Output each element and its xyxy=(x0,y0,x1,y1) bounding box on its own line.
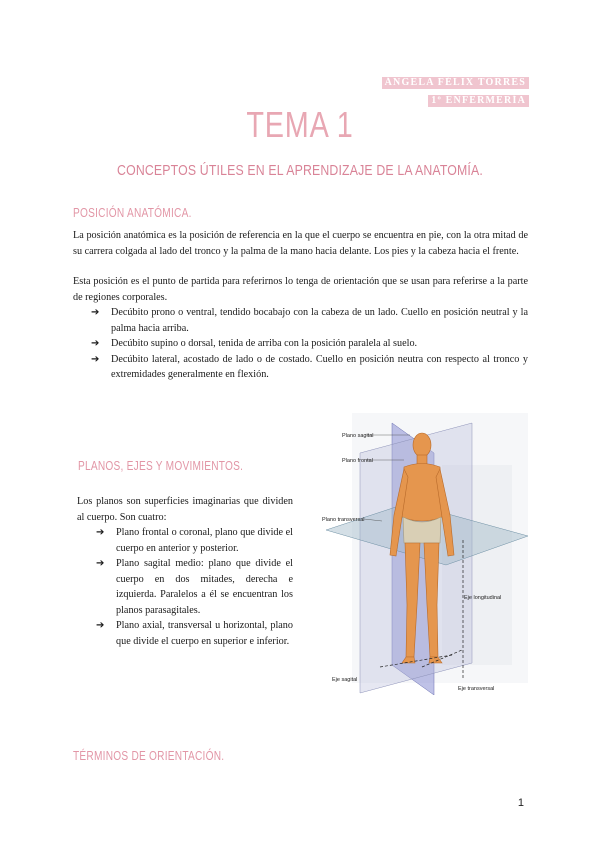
arrow-bullet-icon: ➔ xyxy=(96,527,105,538)
label-eje-longitudinal: Eje longitudinal xyxy=(464,595,502,601)
anatomical-planes-figure xyxy=(322,405,530,695)
list-item: ➔ Plano sagital medio: plano que divide el cuerpo en dos mitades, derecha e izquierda. Paralelos a él se encuentran los planos parasagitales. xyxy=(96,558,293,616)
author-name: ÁNGELA FÉLIX TORRES xyxy=(382,77,529,89)
arrow-bullet-icon: ➔ xyxy=(91,307,100,318)
list-item: ➔ Decúbito supino o dorsal, tenida de arriba con la posición paralela al suelo. xyxy=(91,336,528,352)
page-number: 1 xyxy=(517,797,524,809)
list-item: ➔ Decúbito lateral, acostado de lado o de costado. Cuello en posición neutra con respecto al tronco y extremidades generalmente en flexión. xyxy=(91,353,528,380)
arrow-bullet-icon: ➔ xyxy=(96,558,105,569)
label-plano-sagital: Plano sagital xyxy=(342,433,374,439)
arrow-bullet-icon: ➔ xyxy=(91,353,100,365)
arrow-bullet-icon: ➔ xyxy=(91,338,100,349)
section2-intro: Los planos son superficies imaginarias que dividen al cuerpo. Son cuatro: xyxy=(77,496,293,523)
section-heading-planos: PLANOS, EJES Y MOVIMIENTOS. xyxy=(78,458,244,473)
section1-bullet-list xyxy=(91,305,528,383)
section1-paragraph-1: La posición anatómica es la posición de referencia en la que el cuerpo se encuentra en pie, con la otra mitad de su carrera colgada al lado del tronco y la palma de la mano hacia delante. Los pies y la cabeza hacia el frente. xyxy=(73,230,528,257)
section2-bullet-list xyxy=(96,525,293,649)
page-subtitle: CONCEPTOS ÚTILES EN EL APRENDIZAJE DE LA ANATOMÍA. xyxy=(117,162,483,179)
label-plano-transversal: Plano transversal xyxy=(322,517,365,523)
label-plano-frontal: Plano frontal xyxy=(342,458,373,464)
section1-paragraph-2: Esta posición es el punto de partida para referirnos lo tenga de orientación que se usan para referirse a la parte de regiones corporales. xyxy=(73,276,528,303)
list-item: ➔ Decúbito prono o ventral, tendido bocabajo con la cabeza de un lado. Cuello en posición neutral y la palma hacia arriba. xyxy=(91,307,528,334)
page-title: TEMA 1 xyxy=(246,104,354,145)
section-heading-terminos: TÉRMINOS DE ORIENTACIÓN. xyxy=(73,748,225,763)
label-eje-transversal: Eje transversal xyxy=(458,686,495,692)
label-eje-sagital: Eje sagital xyxy=(332,677,358,683)
list-item: ➔ Plano frontal o coronal, plano que divide el cuerpo en anterior y posterior. xyxy=(96,527,293,554)
author-course: 1º ENFERMERÍA xyxy=(428,95,529,107)
author-block xyxy=(382,72,529,108)
arrow-bullet-icon: ➔ xyxy=(96,620,105,631)
section-heading-posicion: POSICIÓN ANATÓMICA. xyxy=(73,205,192,220)
list-item: ➔ Plano axial, transversal u horizontal, plano que divide el cuerpo en superior e inferior. xyxy=(96,620,293,647)
